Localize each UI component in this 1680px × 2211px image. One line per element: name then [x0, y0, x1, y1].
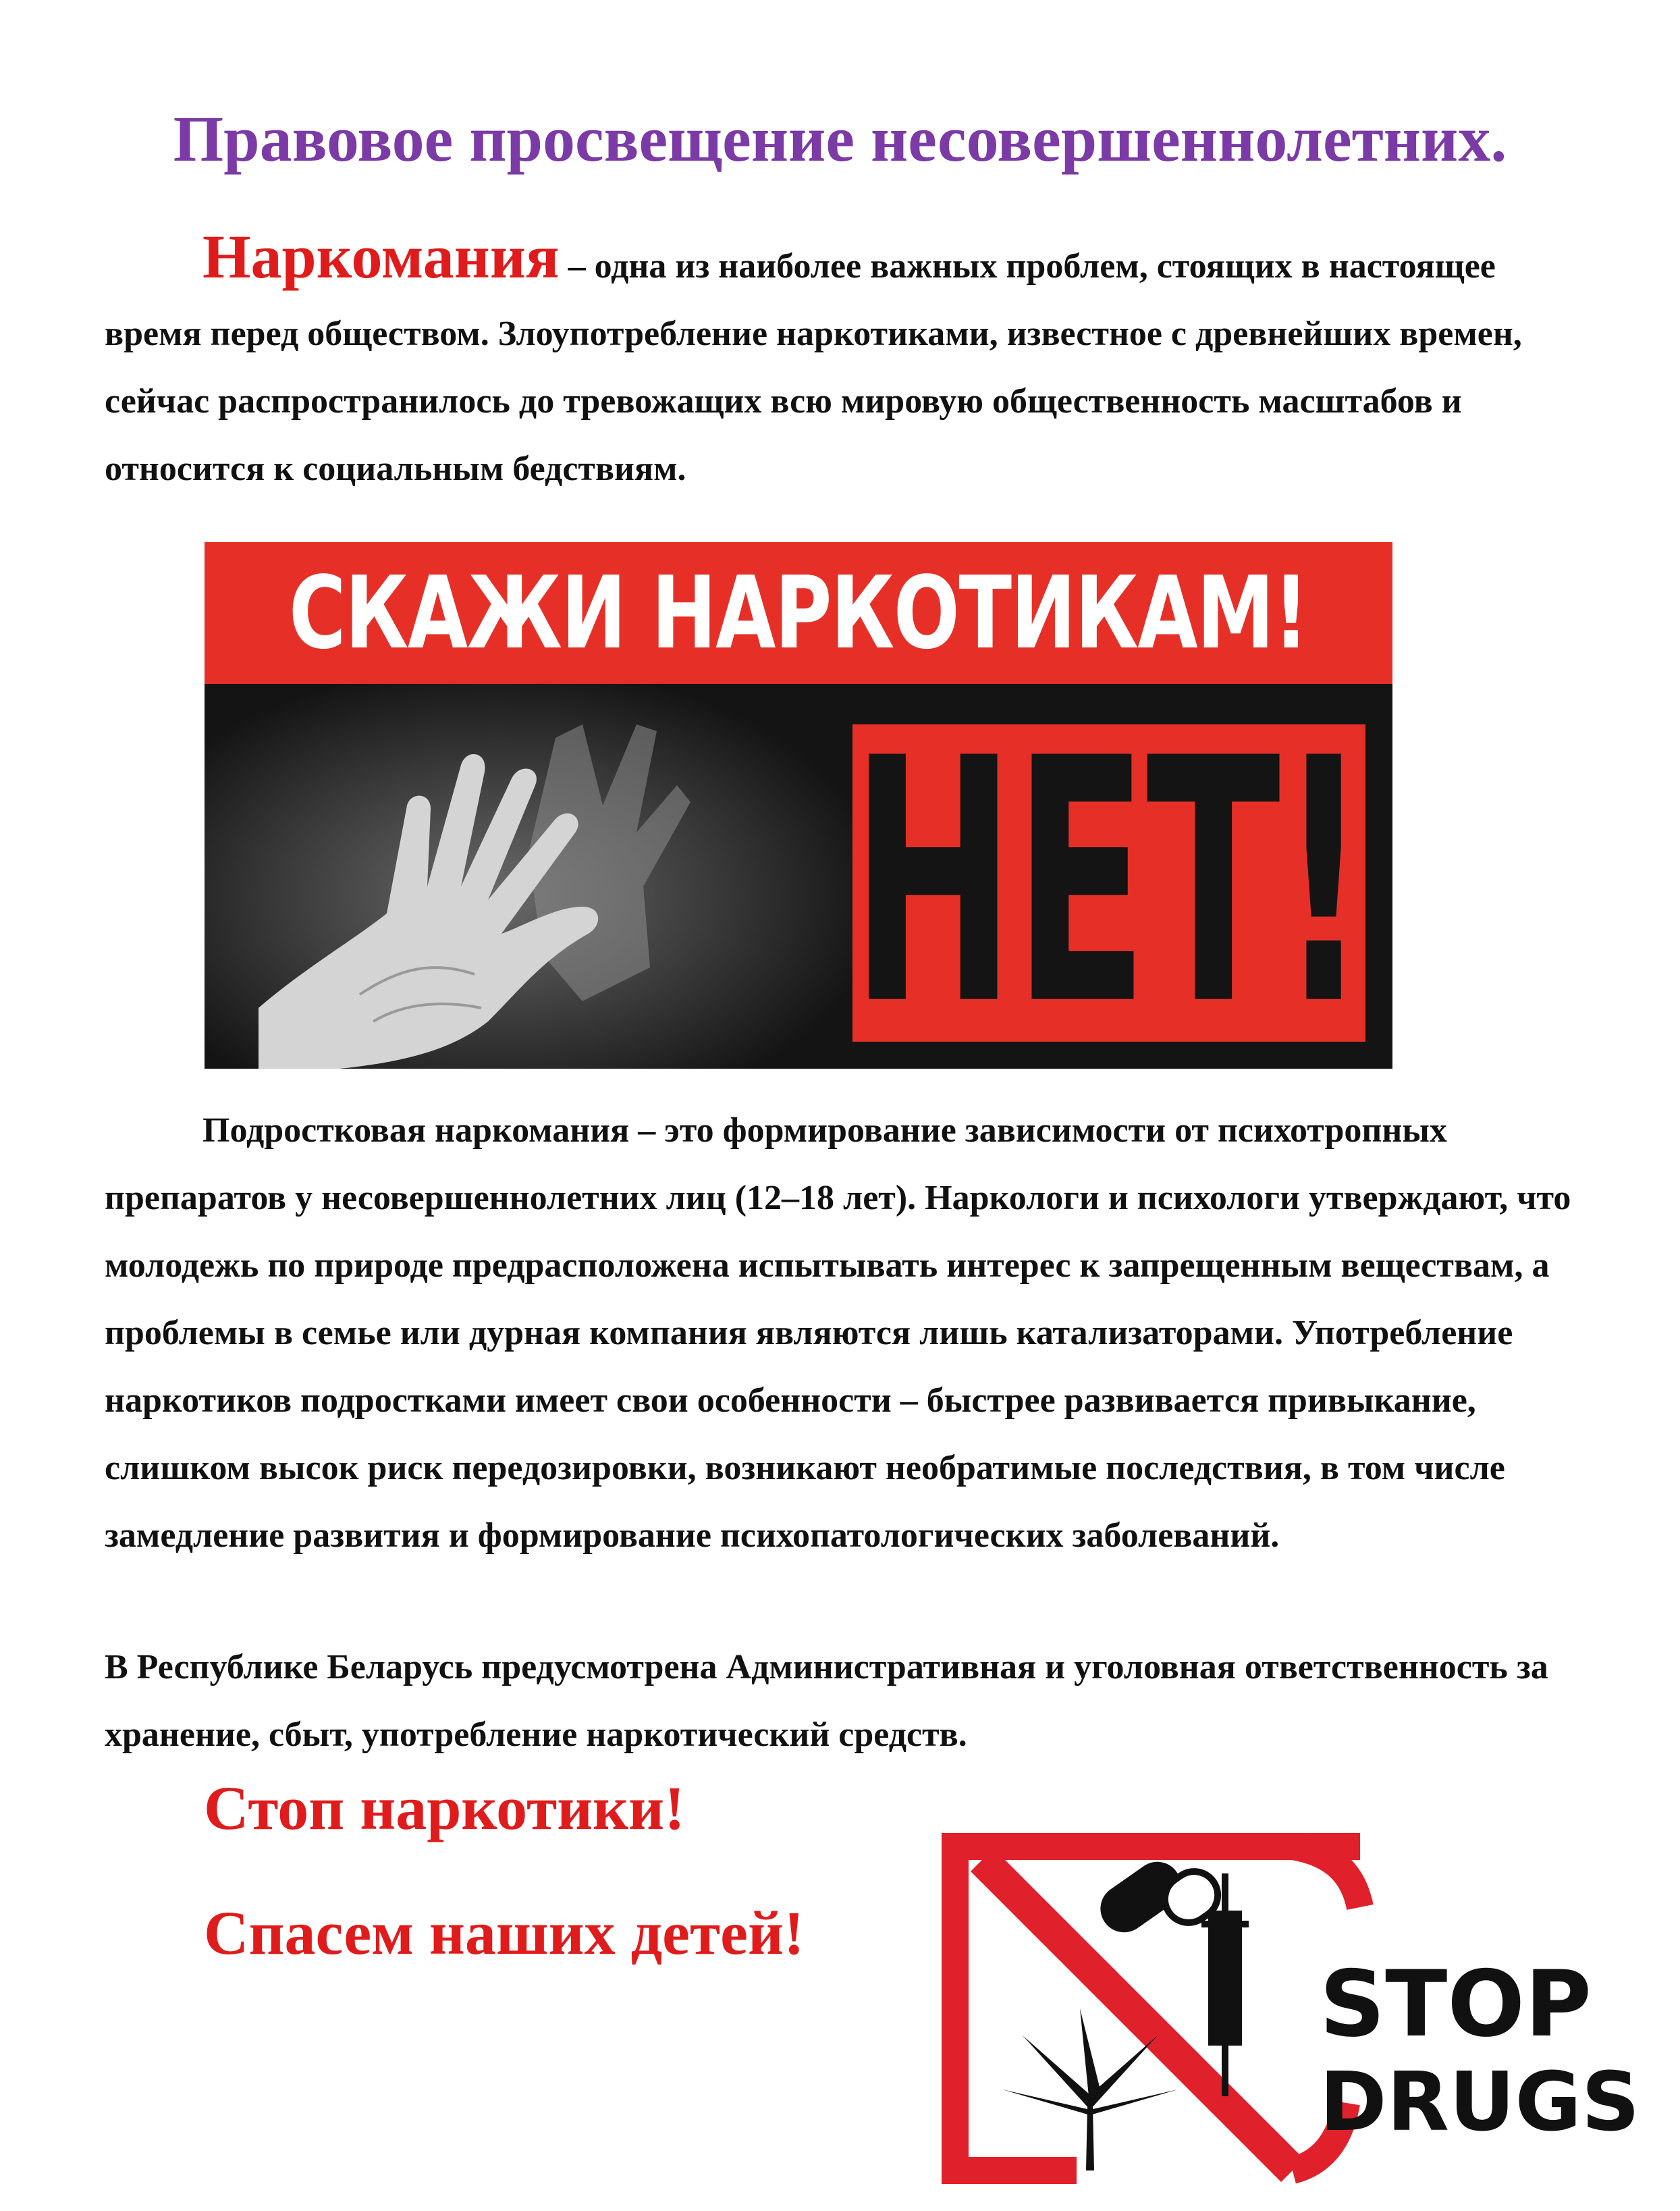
teen-addiction-paragraph: Подростковая наркомания – это формирование зависимости от психотропных препаратов у несовершеннолетних лиц (12–18 лет). Наркологи и психологи утверждают, что молодежь по природе предрасположена испытывать интерес к запрещенным веществам, а проблемы в семье или дурная компания являются лишь катализаторами. Употребление наркотиков подростками имеет свои особенности – быстрее развивается привыкание, слишком высок риск передозировки, возникают необратимые последствия, в том числе замедление развития и формирование психопатологических заболеваний. — [105, 1111, 1571, 1555]
raised-hands-icon — [205, 684, 852, 1069]
page-title: Правовое просвещение несовершеннолетних. — [173, 103, 1507, 175]
banner-top-text: СКАЖИ НАРКОТИКАМ! — [289, 555, 1308, 671]
slogan-stop-drugs: Стоп наркотики! — [204, 1774, 685, 1842]
intro-paragraph — [105, 223, 1590, 503]
intro-lead-word: Наркомания — [202, 222, 560, 291]
stop-logo-line1: STOP — [1320, 1951, 1592, 2057]
banner-top-strip — [205, 542, 1392, 684]
stop-drugs-logo — [942, 1833, 1640, 2184]
banner-net-box — [850, 687, 1367, 1079]
slogan-save-children: Спасем наших детей! — [204, 1898, 805, 1967]
stop-logo-line2: DRUGS — [1320, 2056, 1640, 2150]
responsibility-paragraph: В Республике Беларусь предусмотрена Административная и уголовная ответственность за хранение, сбыт, употребление наркотический средств. — [105, 1648, 1548, 1754]
intro-text: – одна из наиболее важных проблем, стоящих в настоящее время перед обществом. Злоупотребление наркотиками, известное с древнейших времен, сейчас распространилось до тревожащих всю мировую общественность масштабов и относится к социальным бедствиям. — [105, 247, 1522, 488]
say-no-banner — [205, 542, 1392, 1079]
banner-net-text: НЕТ! — [850, 687, 1367, 1079]
pill-icon — [1091, 1853, 1227, 1942]
